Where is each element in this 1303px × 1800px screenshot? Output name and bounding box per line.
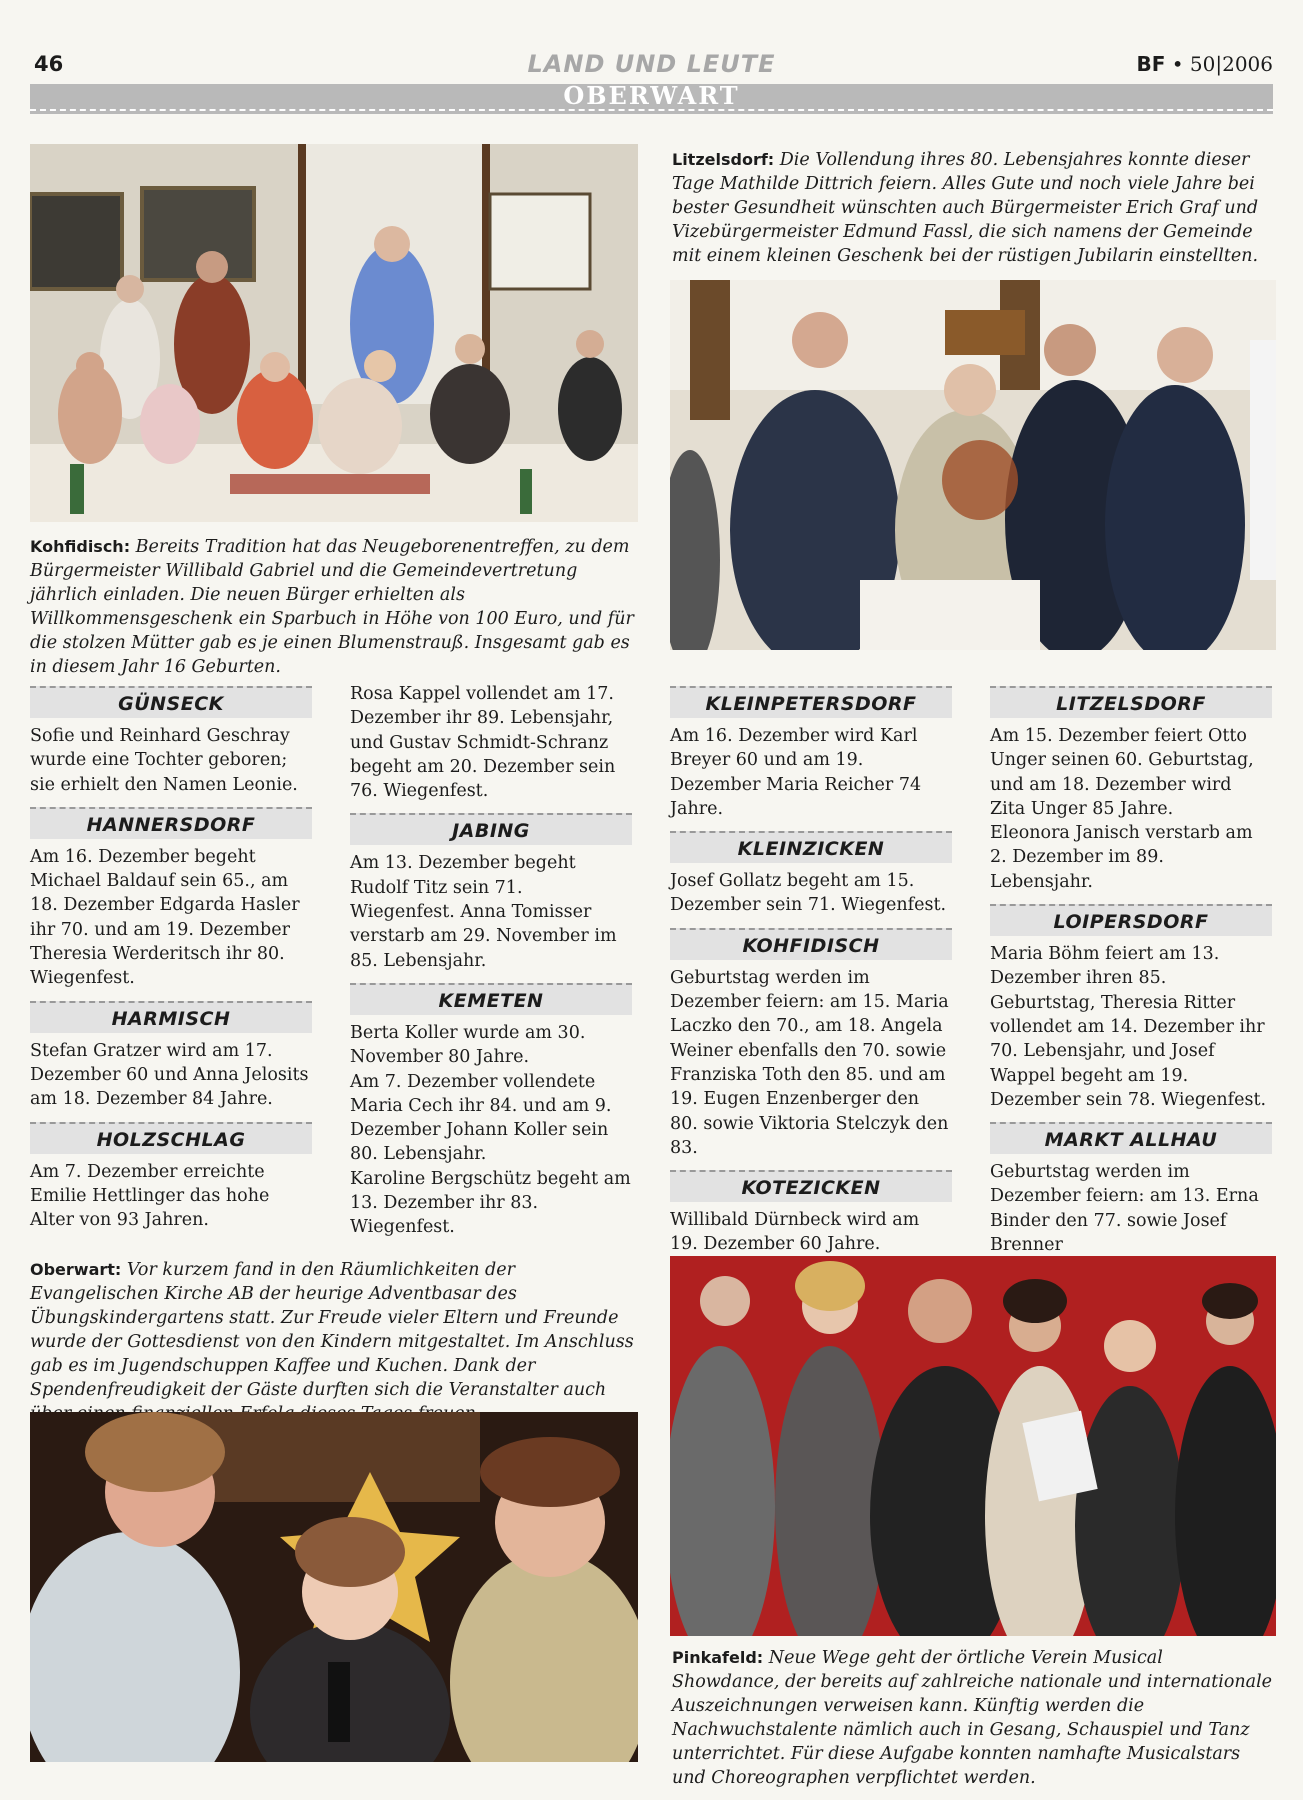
text-hannersdorf: Am 16. Dezember begeht Michael Baldauf sein 65., am 18. Dezember Edgarda Hasler ihr 70. und am 19. Dezember Theresia Werderitsch ihr 80. Wiegenfest. <box>30 846 300 989</box>
heading-loipersdorf: LOIPERSDORF <box>990 904 1272 936</box>
band-divider <box>30 109 1273 111</box>
issue-brand: BF <box>1136 52 1166 76</box>
text-markt-allhau: Geburtstag werden im Dezember feiern: am 13. Erna Binder den 77. sowie Josef Brenner <box>990 1162 1259 1256</box>
heading-kohfidisch: KOHFIDISCH <box>670 928 952 960</box>
text-loipersdorf: Maria Böhm feiert am 13. Dezember ihren 85. Geburtstag, Theresia Ritter vollendet am 14. Dezember ihr 70. Lebensjahr, und Josef Wappel begeht am 19. Dezember sein 78. Wiegenfest. <box>990 944 1267 1110</box>
caption-text: Neue Wege geht der örtliche Verein Musical Showdance, der bereits auf zahlreiche nationale und internationale Auszeichnungen verweisen kann. Künftig werden die Nachwuchstalente nämlich auch in Gesang, Schauspiel und Tanz unterrichtet. Für diese Aufgabe konnten namhafte Musicalstars und Choreographen verpflichtet werden. <box>672 1648 1273 1788</box>
text-jabing: Am 13. Dezember begeht Rudolf Titz sein 71. Wiegenfest. Anna Tomisser verstarb am 29. November im 85. Lebensjahr. <box>350 853 617 971</box>
text-litzelsdorf-2: Eleonora Janisch verstarb am 2. Dezember im 89. Lebensjahr. <box>990 823 1253 892</box>
text-kohfidisch: Geburtstag werden im Dezember feiern: am 15. Maria Laczko den 70., am 18. Angela Weiner ebenfalls den 70. sowie Franziska Toth den 85. und am 19. Eugen Enzenberger den 80. sowie Viktoria Stelczyk den 83. <box>670 967 949 1158</box>
heading-kotezicken: KOTEZICKEN <box>670 1170 952 1202</box>
text-kleinpetersdorf: Am 16. Dezember wird Karl Breyer 60 und am 19. Dezember Maria Reicher 74 Jahre. <box>670 726 922 819</box>
caption-place: Oberwart: <box>30 1260 122 1279</box>
text-kemeten-1: Berta Koller wurde am 30. November 80 Jahre. <box>350 1022 586 1068</box>
heading-litzelsdorf: LITZELSDORF <box>990 686 1272 718</box>
column-3 <box>670 686 952 1267</box>
region-title: OBERWART <box>563 81 740 110</box>
region-band <box>30 81 1273 114</box>
heading-kleinpetersdorf: KLEINPETERSDORF <box>670 686 952 718</box>
caption-place: Kohfidisch: <box>30 537 131 556</box>
photo-kohfidisch-newborns <box>30 144 638 522</box>
section-title: LAND UND LEUTE <box>527 50 776 78</box>
text-litzelsdorf-1: Am 15. Dezember feiert Otto Unger seinen 60. Geburtstag, und am 18. Dezember wird Zita Unger 85 Jahre. <box>990 726 1254 819</box>
text-kotezicken: Willibald Dürnbeck wird am 19. Dezember 60 Jahre. <box>670 1210 920 1255</box>
text-kemeten-2: Am 7. Dezember vollendete Maria Cech ihr 84. und am 9. Dezember Johann Koller sein 80. Lebensjahr. <box>350 1071 612 1165</box>
caption-oberwart <box>30 1258 640 1426</box>
text-kleinzicken: Josef Gollatz begeht am 15. Dezember sein 71. Wiegenfest. <box>670 871 947 916</box>
text-harmisch: Stefan Gratzer wird am 17. Dezember 60 und Anna Jelosits am 18. Dezember 84 Jahre. <box>30 1040 309 1110</box>
caption-text: Vor kurzem fand in den Räumlichkeiten der Evangelischen Kirche AB der heurige Adventbasar des Übungskindergartens statt. Zur Freude vieler Eltern und Freunde wurde der Gottesdienst von den Kindern mitgestaltet. Im Anschluss gab es im Jugendschuppen Kaffee und Kuchen. Dank der Spendenfreudigkeit der Gäste durften sich die Veranstalter auch <box>30 1260 634 1400</box>
issue-separator: • <box>1171 52 1184 76</box>
heading-harmisch: HARMISCH <box>30 1001 312 1033</box>
caption-text: Die Vollendung ihres 80. Lebensjahres konnte dieser Tage Mathilde Dittrich feiern. Alles Gute und noch viele Jahre bei bester Gesundheit wünschten auch Bürgermeister Erich Graf und Vizebürgermeister Edmund Fassl, die sich namens der Gemeinde mit einem kleinen Geschenk bei der rüstigen Jubilarin einstellten. <box>672 150 1259 266</box>
text-kappel-schmidt: Rosa Kappel vollendet am 17. Dezember ihr 89. Lebensjahr, und Gustav Schmidt-Schranz begeht am 20. Dezember sein 76. Wiegenfest. <box>350 684 616 802</box>
heading-jabing: JABING <box>350 813 632 845</box>
caption-litzelsdorf <box>672 148 1274 268</box>
caption-place: Pinkafeld: <box>672 1648 764 1667</box>
heading-holzschlag: HOLZSCHLAG <box>30 1122 312 1154</box>
issue-number: 50|2006 <box>1189 52 1273 76</box>
heading-guenseck: GÜNSECK <box>30 686 312 718</box>
text-kemeten-3: Karoline Bergschütz begeht am 13. Dezember ihr 83. Wiegenfest. <box>350 1168 631 1238</box>
heading-hannersdorf: HANNERSDORF <box>30 807 312 839</box>
heading-kleinzicken: KLEINZICKEN <box>670 831 952 863</box>
caption-text: Bereits Tradition hat das Neugeborenentreffen, zu dem Bürgermeister Willibald Gabriel und die Gemeindevertretung jährlich einladen. Die neuen Bürger erhielten als Willkommensgeschenk ein Sparbuch in Höhe von 100 Euro, und für die stolzen Mütter gab es je einen Blumenstrauß. Insgesamt gab es in diesem Jahr 16 Geburten. <box>30 537 634 677</box>
issue-label <box>1136 52 1273 76</box>
text-holzschlag: Am 7. Dezember erreichte Emilie Hettlinger das hohe Alter von 93 Jahren. <box>30 1161 270 1231</box>
column-2 <box>350 682 632 1240</box>
photo-pinkafeld-showdance <box>670 1256 1276 1636</box>
photo-litzelsdorf-jubilee <box>670 280 1276 650</box>
page-number: 46 <box>34 52 64 76</box>
caption-kohfidisch <box>30 535 640 679</box>
column-4 <box>990 686 1272 1267</box>
heading-kemeten: KEMETEN <box>350 983 632 1015</box>
text-guenseck: Sofie und Reinhard Geschray wurde eine Tochter geboren; sie erhielt den Namen Leonie. <box>30 726 298 795</box>
heading-markt-allhau: MARKT ALLHAU <box>990 1122 1272 1154</box>
page-header <box>30 48 1273 80</box>
photo-oberwart-kindergarten <box>30 1412 638 1762</box>
caption-place: Litzelsdorf: <box>672 150 775 169</box>
column-1 <box>30 686 312 1242</box>
caption-pinkafeld <box>672 1646 1274 1790</box>
